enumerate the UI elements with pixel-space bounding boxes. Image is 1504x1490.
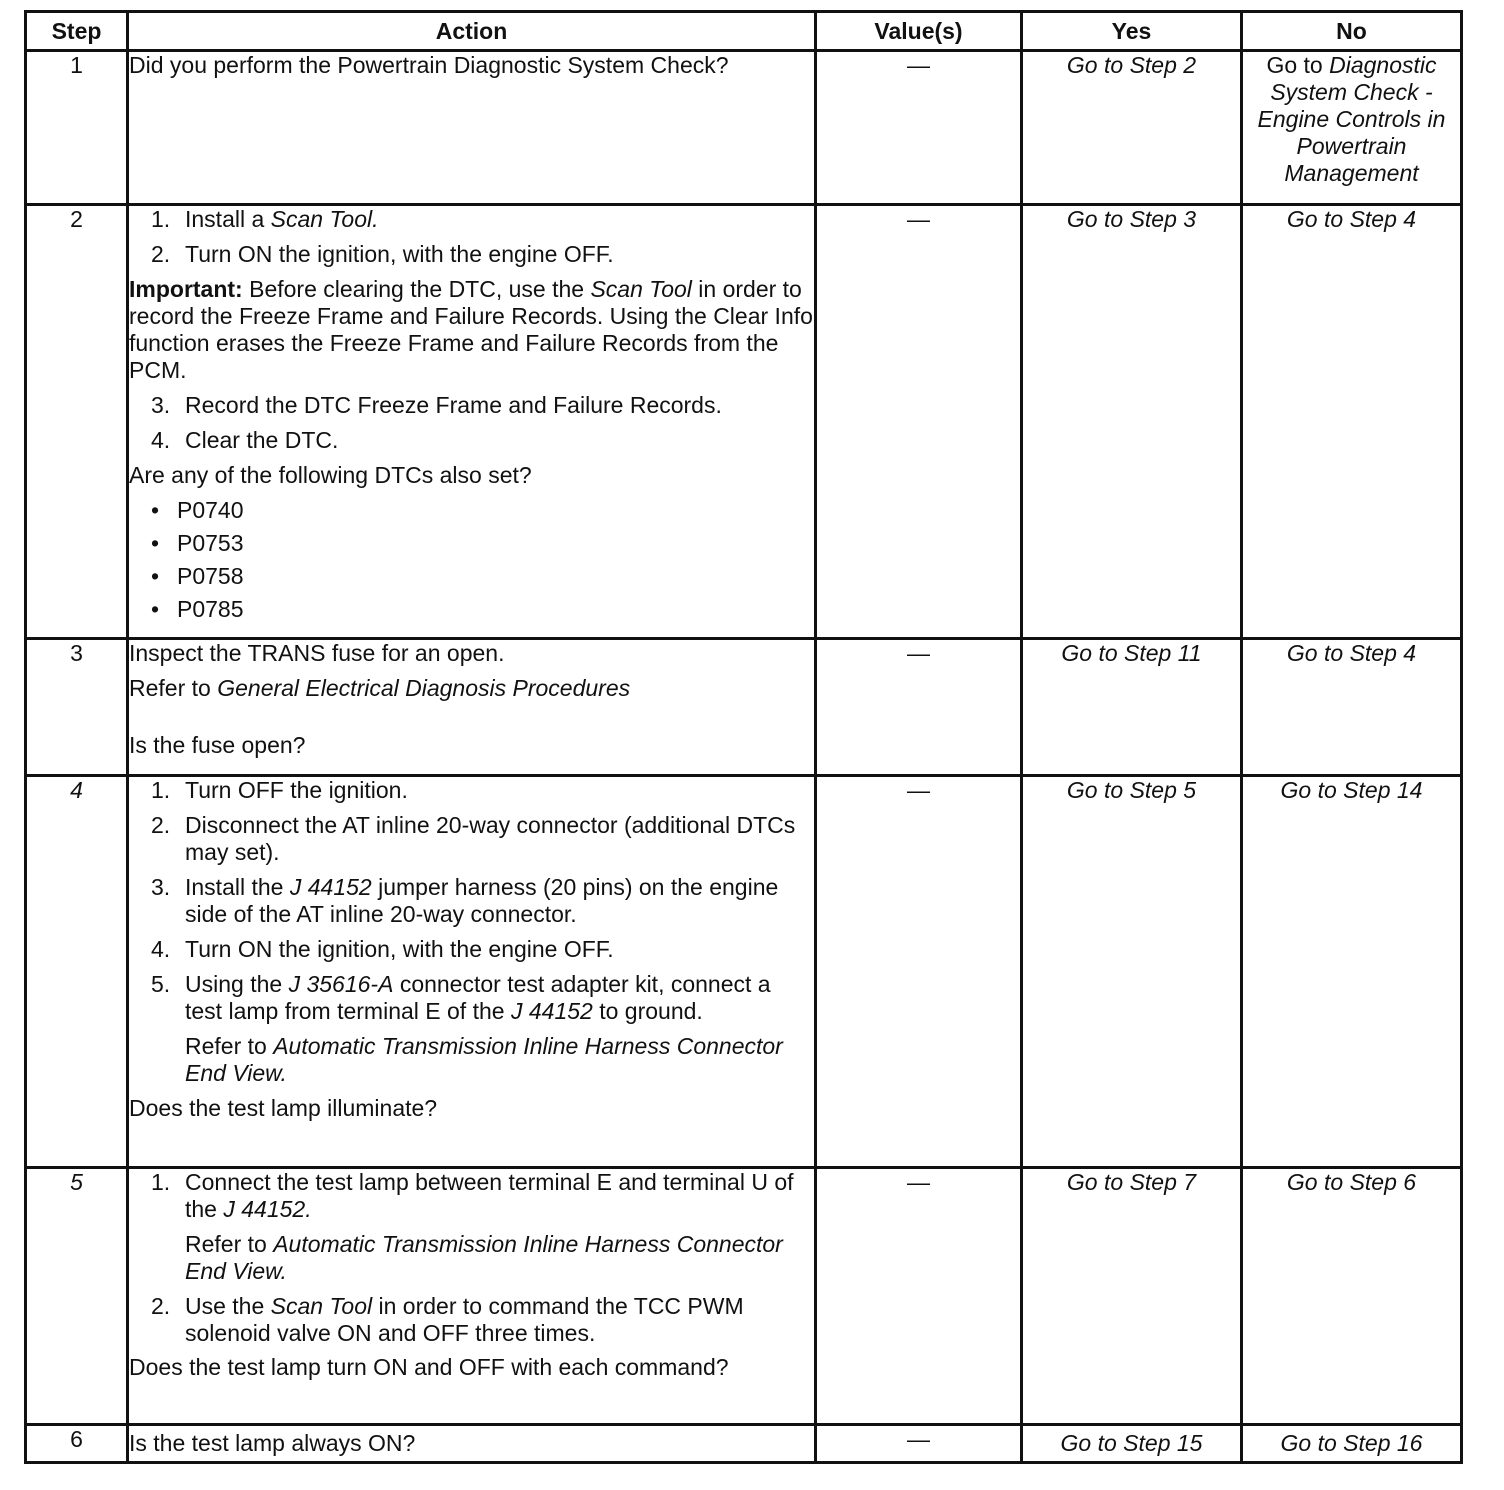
reference-text xyxy=(185,1033,814,1087)
important-label: Important: xyxy=(129,276,243,302)
reference-link: Automatic Transmission Inline Harness Connector End View. xyxy=(185,1033,783,1086)
item-number: 1. xyxy=(151,777,171,803)
item-text: Install the xyxy=(185,874,284,900)
table-row-step-4 xyxy=(26,776,1462,1168)
yes-cell: Go to Step 2 xyxy=(1022,51,1242,205)
reference-prefix: Refer to xyxy=(185,1033,267,1059)
question-text: Is the test lamp always ON? xyxy=(129,1430,416,1456)
numbered-item xyxy=(151,427,814,454)
yes-cell: Go to Step 7 xyxy=(1022,1168,1242,1425)
item-text: jumper harness (20 pins) on the engine side of the AT inline 20-way connector. xyxy=(185,874,779,927)
reference-link: Automatic Transmission Inline Harness Connector End View. xyxy=(185,1231,783,1284)
item-number: 1. xyxy=(151,206,171,232)
action-cell xyxy=(128,205,816,639)
numbered-item xyxy=(151,241,814,268)
header-values: Value(s) xyxy=(816,12,1022,51)
action-cell xyxy=(128,639,816,776)
header-row xyxy=(26,12,1462,51)
header-step: Step xyxy=(26,12,128,51)
numbered-item xyxy=(151,936,814,963)
tool-ref: J 44152 xyxy=(289,874,372,900)
step-number: 1 xyxy=(26,51,128,205)
bullet: • xyxy=(151,530,160,556)
step-number: 5 xyxy=(26,1168,128,1425)
question-text: Are any of the following DTCs also set? xyxy=(129,462,532,488)
action-cell xyxy=(128,1168,816,1425)
item-text: Record the DTC Freeze Frame and Failure Records. xyxy=(185,392,722,418)
bullet: • xyxy=(151,497,160,523)
item-text: connector test adapter kit, connect a test lamp from terminal E of the xyxy=(185,971,771,1024)
tool-ref: J 44152 xyxy=(510,998,593,1024)
tool-ref: Scan Tool xyxy=(270,1293,373,1319)
table-row-step-5 xyxy=(26,1168,1462,1425)
bullet: • xyxy=(151,563,160,589)
item-emphasis: Scan Tool. xyxy=(270,206,379,232)
header-action: Action xyxy=(128,12,816,51)
tool-ref: J 35616-A xyxy=(288,971,394,997)
numbered-item xyxy=(151,392,814,419)
dtc-code: P0740 xyxy=(177,497,244,523)
question-text: Is the fuse open? xyxy=(129,732,306,758)
yes-cell: Go to Step 11 xyxy=(1022,639,1242,776)
step-number: 6 xyxy=(26,1425,128,1463)
reference-text xyxy=(185,1231,814,1285)
no-cell: Go to Step 14 xyxy=(1242,776,1462,1168)
reference-text xyxy=(129,675,814,702)
no-cell: Go to Step 4 xyxy=(1242,205,1462,639)
value-cell: — xyxy=(816,1425,1022,1463)
value-cell: — xyxy=(816,639,1022,776)
item-text: to ground. xyxy=(599,998,703,1024)
item-text: Use the xyxy=(185,1293,265,1319)
bullet: • xyxy=(151,596,160,622)
item-number: 3. xyxy=(151,392,171,418)
item-text: Install a xyxy=(185,206,265,232)
item-number: 1. xyxy=(151,1169,171,1195)
item-number: 4. xyxy=(151,427,171,453)
yes-cell: Go to Step 3 xyxy=(1022,205,1242,639)
item-text: in order to command the TCC PWM solenoid valve ON and OFF three times. xyxy=(185,1293,744,1346)
numbered-item xyxy=(151,874,814,928)
reference-link: General Electrical Diagnosis Procedures xyxy=(217,675,631,701)
item-number: 5. xyxy=(151,971,171,997)
numbered-item xyxy=(151,1169,814,1223)
table-row-step-3 xyxy=(26,639,1462,776)
dtc-code: P0758 xyxy=(177,563,244,589)
no-cell: Go to Step 6 xyxy=(1242,1168,1462,1425)
diagnostic-table xyxy=(24,10,1463,1464)
note-text: in order to record the Freeze Frame and Failure Records. Using the Clear Info function erases the Freeze Frame and Failure Records from the PCM. xyxy=(129,276,813,383)
note-text: Before clearing the DTC, use the xyxy=(249,276,585,302)
item-text: Turn OFF the ignition. xyxy=(185,777,408,803)
value-cell: — xyxy=(816,205,1022,639)
no-link: Diagnostic System Check - Engine Controls in Powertrain Management xyxy=(1257,52,1446,186)
value-cell: — xyxy=(816,776,1022,1168)
numbered-item xyxy=(151,206,814,233)
step-number: 2 xyxy=(26,205,128,639)
action-cell xyxy=(128,776,816,1168)
item-text: Turn ON the ignition, with the engine OFF. xyxy=(185,936,614,962)
action-text: Inspect the TRANS fuse for an open. xyxy=(129,640,505,666)
table-row-step-1 xyxy=(26,51,1462,205)
yes-cell: Go to Step 5 xyxy=(1022,776,1242,1168)
dtc-code: P0753 xyxy=(177,530,244,556)
item-text: Turn ON the ignition, with the engine OFF. xyxy=(185,241,614,267)
item-text: Clear the DTC. xyxy=(185,427,339,453)
numbered-item xyxy=(151,777,814,804)
numbered-item xyxy=(151,812,814,866)
question-text: Does the test lamp turn ON and OFF with each command? xyxy=(129,1354,729,1380)
dtc-item xyxy=(151,596,814,623)
item-text: Connect the test lamp between terminal E and terminal U of the xyxy=(185,1169,794,1222)
reference-prefix: Refer to xyxy=(129,675,211,701)
no-cell: Go to Step 16 xyxy=(1242,1425,1462,1463)
item-text: Using the xyxy=(185,971,283,997)
action-text: Did you perform the Powertrain Diagnostic System Check? xyxy=(129,52,729,78)
note-emphasis: Scan Tool xyxy=(590,276,692,302)
dtc-code: P0785 xyxy=(177,596,244,622)
table-row-step-6 xyxy=(26,1425,1462,1463)
reference-prefix: Refer to xyxy=(185,1231,267,1257)
question-text: Does the test lamp illuminate? xyxy=(129,1095,438,1121)
item-number: 2. xyxy=(151,1293,171,1319)
dtc-item xyxy=(151,563,814,590)
yes-cell: Go to Step 15 xyxy=(1022,1425,1242,1463)
value-cell: — xyxy=(816,1168,1022,1425)
no-prefix: Go to xyxy=(1266,52,1323,78)
header-yes: Yes xyxy=(1022,12,1242,51)
action-cell xyxy=(128,51,816,205)
item-number: 3. xyxy=(151,874,171,900)
no-cell: Go to Step 4 xyxy=(1242,639,1462,776)
action-cell xyxy=(128,1425,816,1463)
dtc-item xyxy=(151,530,814,557)
numbered-item xyxy=(151,971,814,1025)
value-cell: — xyxy=(816,51,1022,205)
important-note xyxy=(129,276,814,384)
header-no: No xyxy=(1242,12,1462,51)
tool-ref: J 44152. xyxy=(223,1196,312,1222)
step-number: 4 xyxy=(26,776,128,1168)
item-number: 2. xyxy=(151,812,171,838)
numbered-item xyxy=(151,1293,814,1347)
dtc-item xyxy=(151,497,814,524)
item-number: 2. xyxy=(151,241,171,267)
item-text: Disconnect the AT inline 20-way connector (additional DTCs may set). xyxy=(185,812,796,865)
item-number: 4. xyxy=(151,936,171,962)
table-row-step-2 xyxy=(26,205,1462,639)
no-cell xyxy=(1242,51,1462,205)
step-number: 3 xyxy=(26,639,128,776)
